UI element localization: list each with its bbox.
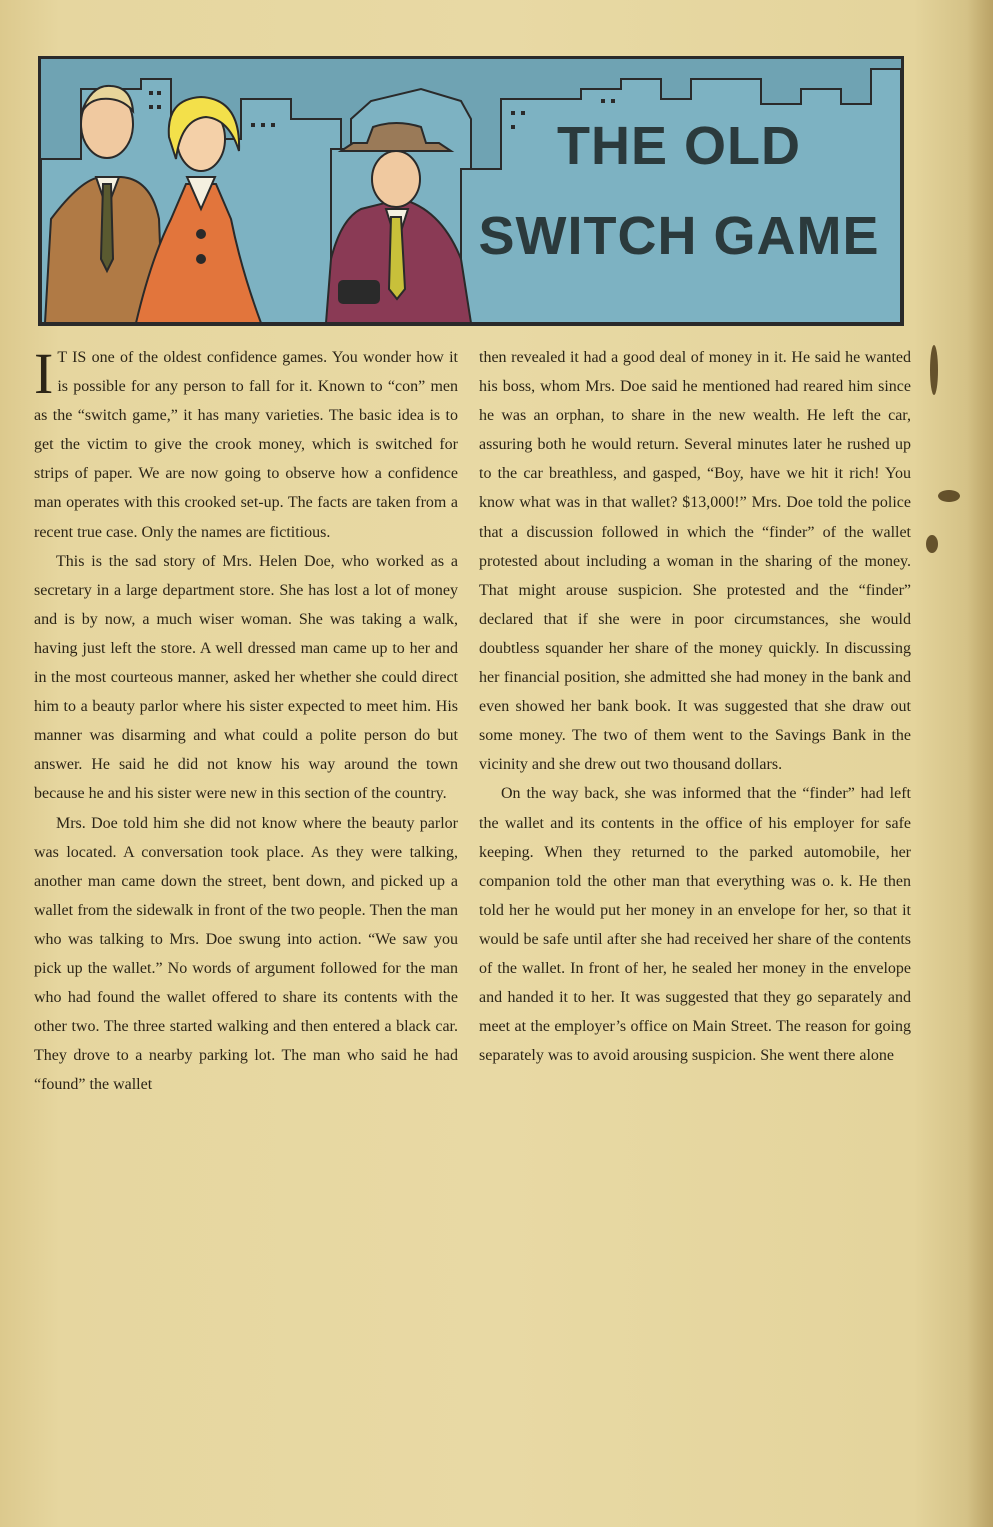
- article-column-right: [479, 343, 911, 1070]
- ink-smudge: [926, 535, 938, 553]
- panel-title-line2: SWITCH GAME: [478, 206, 880, 266]
- ink-smudge: [938, 490, 960, 502]
- dropcap-letter: I: [34, 341, 54, 406]
- paragraph-3: Mrs. Doe told him she did not know where the beauty parlor was located. A conversation took place. As they were talking, another man came down the street, bent down, and picked up a wallet from the sidewalk in front of the two people. Then the man who was talking to Mrs. Doe swung into action. “We saw you pick up the wallet.” No words of argument followed for the man who had found the wallet offered to share its contents with the other two. The three started walking and then entered a black car. They drove to a nearby parking lot. The man who said he had “found” the wallet: [34, 814, 458, 1094]
- ink-smudge: [930, 345, 938, 395]
- article-column-left: [34, 343, 458, 1099]
- paragraph-1-text: T IS one of the oldest confidence games. You wonder how it is possible for any person to fall for it. Known to “con” men as the “switch game,” it has many varieties. The basic idea is to get the victim to give the crook money, which is switched for strips of paper. We are now going to observe how a confidence man operates with this crooked set-up. The facts are taken from a recent true case. Only the names are fictitious.: [34, 349, 458, 541]
- page-edge-shadow: [967, 0, 993, 1527]
- paragraph-4: then revealed it had a good deal of money in it. He said he wanted his boss, whom Mrs. Doe said he mentioned had reared him since he was an orphan, to share in the new wealth. He left the car, assuring both he would return. Several minutes later he rushed up to the car breathless, and gasped, “Boy, have we hit it rich! You know what was in that wallet? $13,000!” Mrs. Doe told the police that a discussion followed in which the “finder” of the wallet protested about including a woman in the sharing of the money. That might arouse suspicion. She protested and the “finder” declared that if she were in poor circumstances, she would doubtless squander her share of the money quickly. In discussing her financial position, she admitted she had money in the bank and even showed her bank book. It was suggested that she draw out some money. The two of them went to the Savings Bank in the vicinity and she drew out two thousand dollars.: [479, 349, 911, 774]
- paragraph-5: On the way back, she was informed that the “finder” had left the wallet and its contents in the office of his employer for safe keeping. When they returned to the parked automobile, her companion told the other man that everything was o. k. He then told her he would put her money in an envelope for her, so that it would be safe until after she had received her share of the contents of the wallet. In front of her, he sealed her money in the envelope and handed it to her. It was suggested that they go separately and meet at the employer’s office on Main Street. The reason for going separately was to avoid arousing suspicion. She went there alone: [479, 785, 911, 1065]
- paragraph-1: [34, 343, 458, 547]
- paragraph-2: This is the sad story of Mrs. Helen Doe, who worked as a secretary in a large department store. She has lost a lot of money and is by now, a much wiser woman. She was taking a walk, having just left the store. A well dressed man came up to her and in the most courteous manner, asked her whether she could direct him to a beauty parlor where his sister expected to meet him. His manner was disarming and what could a polite person do but answer. He said he did not know his way around the town because he and his sister were new in this section of the country.: [34, 552, 458, 803]
- panel-title-line1: THE OLD: [557, 116, 801, 176]
- title-panel: [38, 56, 904, 326]
- three-figures-city-skyline-illustration: [41, 59, 901, 323]
